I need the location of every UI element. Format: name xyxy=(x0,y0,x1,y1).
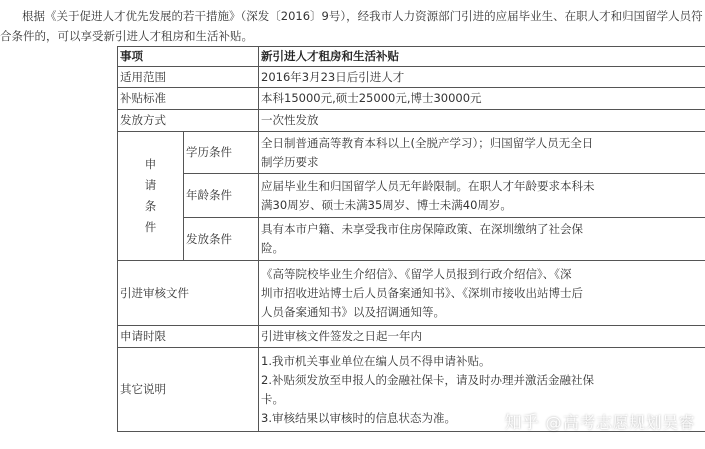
watermark-at: @ xyxy=(545,413,562,432)
age-value xyxy=(259,174,705,218)
other-line-3: 卡。 xyxy=(261,391,284,406)
review-line-1: 《高等院校毕业生介绍信》、《留学人员报到行政介绍信》、《深 xyxy=(261,266,572,281)
payment-label: 发放方式 xyxy=(118,110,259,132)
age-line-1: 应届毕业生和归国留学人员无年龄限制。在职人才年龄要求本科未 xyxy=(261,178,595,193)
issue-line-1: 具有本市户籍、未享受我市住房保障政策、在深圳缴纳了社会保 xyxy=(261,222,583,236)
intro-paragraph xyxy=(0,6,705,46)
table-row-standard xyxy=(118,88,705,110)
payment-value: 一次性发放 xyxy=(259,110,705,132)
review-value xyxy=(259,261,705,326)
other-line-4: 3.审核结果以审核时的信息状态为准。 xyxy=(261,410,456,425)
table-row-scope xyxy=(118,67,705,88)
header-title-cell: 新引进人才租房和生活补贴 xyxy=(259,47,705,67)
education-line-1: 全日制普通高等教育本科以上(全脱产学习）；归国留学人员无全日 xyxy=(261,135,594,150)
deadline-value: 引进审核文件签发之日起一年内 xyxy=(259,326,705,348)
age-label: 年龄条件 xyxy=(184,174,259,218)
watermark-site: 知乎 xyxy=(504,413,540,433)
table-row-issue xyxy=(118,218,705,261)
other-line-2: 2.补贴须发放至申报人的金融社保卡，请及时办理并激活金融社保 xyxy=(261,372,594,387)
table-row-review xyxy=(118,261,705,326)
conditions-label xyxy=(118,132,184,261)
education-label: 学历条件 xyxy=(184,132,259,174)
education-value xyxy=(259,132,705,174)
other-label: 其它说明 xyxy=(118,348,259,432)
table-row-education xyxy=(118,132,705,174)
review-line-3: 人员备案通知书》以及招调通知等。 xyxy=(261,304,445,319)
intro-line-1: 根据《关于促进人才优先发展的若干措施》（深发〔2016〕9号），经我市人力资源部门引进的应届毕业生、在职人才和归国留学人员符 xyxy=(22,9,703,23)
conditions-label-char: 条 xyxy=(144,199,157,213)
table-row-age xyxy=(118,174,705,218)
table-row-payment xyxy=(118,110,705,132)
issue-line-2: 险。 xyxy=(261,241,284,255)
review-label: 引进审核文件 xyxy=(118,261,259,326)
issue-label: 发放条件 xyxy=(184,218,259,261)
review-line-2: 圳市招收进站博士后人员备案通知书》、《深圳市接收出站博士后 xyxy=(261,285,583,300)
watermark-author: 高考志愿规划吴睿 xyxy=(562,413,695,432)
standard-label: 补贴标准 xyxy=(118,88,259,110)
table-row-deadline xyxy=(118,326,705,348)
conditions-label-char: 件 xyxy=(144,220,157,234)
table-row-header xyxy=(118,47,705,67)
conditions-label-char: 申 xyxy=(144,157,157,171)
other-line-1: 1.我市机关事业单位在编人员不得申请补贴。 xyxy=(261,353,491,368)
age-line-2: 满30周岁、硕士未满35周岁、博士未满40周岁。 xyxy=(261,197,512,212)
header-item-cell: 事项 xyxy=(118,47,259,67)
issue-value xyxy=(259,218,705,261)
intro-line-2: 合条件的，可以享受新引进人才租房和生活补贴。 xyxy=(0,29,253,43)
deadline-label: 申请时限 xyxy=(118,326,259,348)
conditions-label-char: 请 xyxy=(144,178,157,192)
standard-value: 本科15000元,硕士25000元,博士30000元 xyxy=(259,88,705,110)
scope-label: 适用范围 xyxy=(118,67,259,88)
education-line-2: 制学历要求 xyxy=(261,154,319,169)
policy-table xyxy=(117,46,705,432)
scope-value: 2016年3月23日后引进人才 xyxy=(259,67,705,88)
watermark xyxy=(504,408,695,433)
